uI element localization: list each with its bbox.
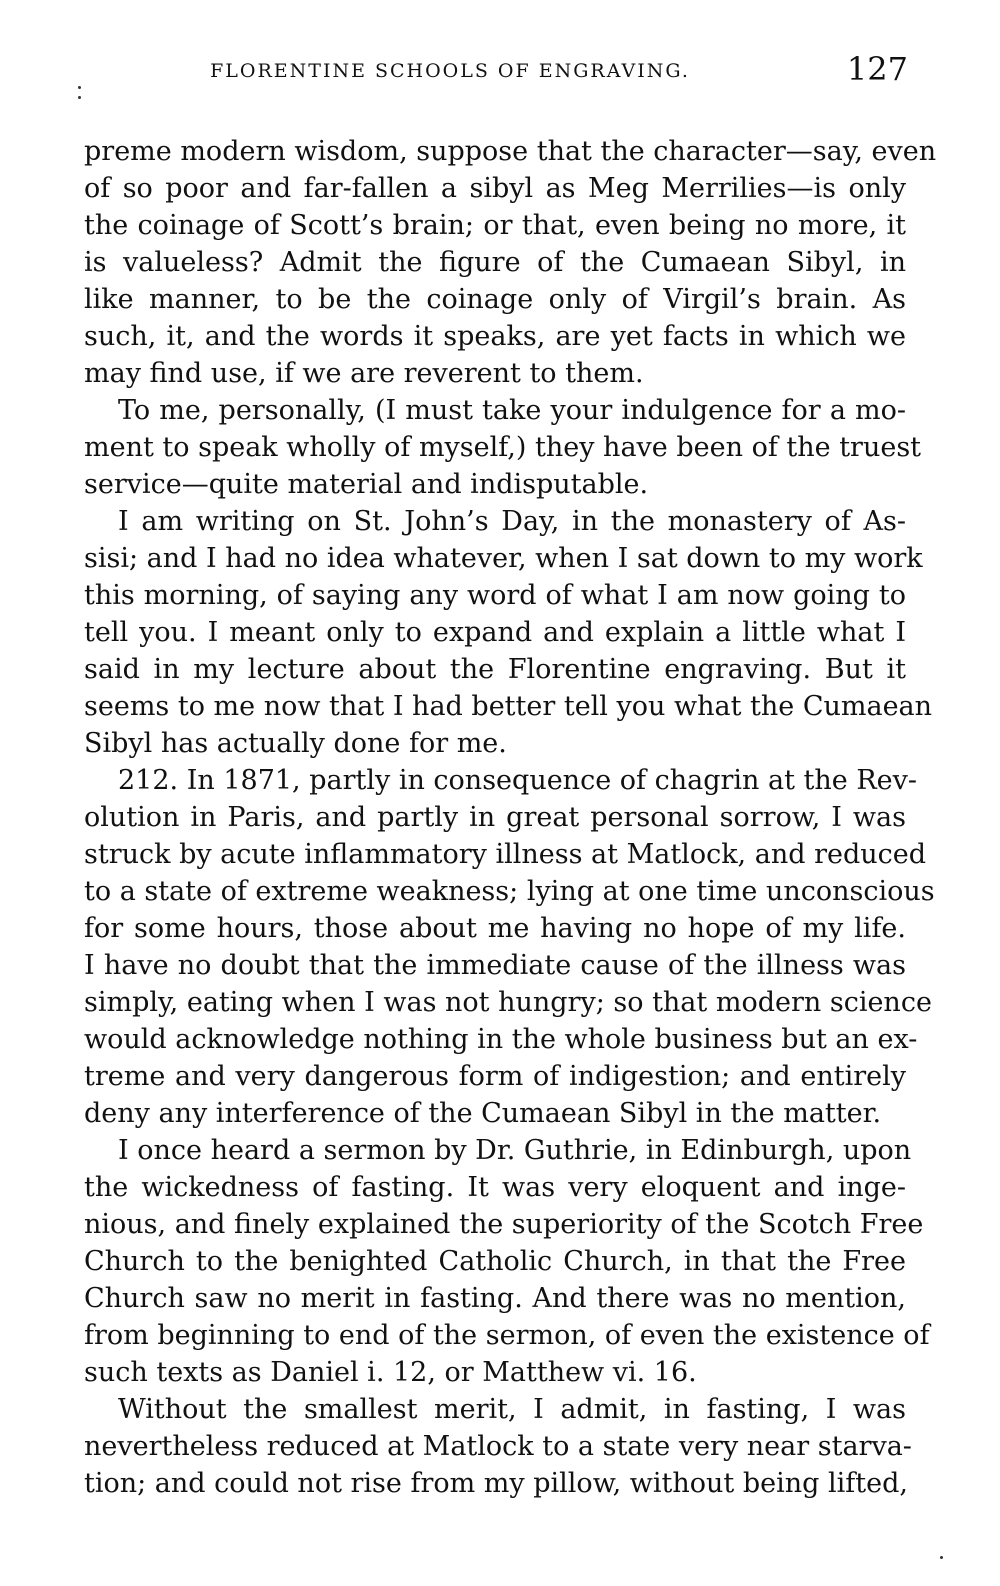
- text-line: treme and very dangerous form of indigestion; and entirely: [84, 1061, 906, 1092]
- text-line: nious, and finely explained the superiority of the Scotch Free: [84, 1209, 924, 1240]
- text-line: To me, personally, (I must take your indulgence for a mo-: [118, 395, 906, 426]
- text-line: I am writing on St. John’s Day, in the monastery of As-: [118, 506, 906, 537]
- text-line: Church to the benighted Catholic Church, in that the Free: [84, 1246, 906, 1277]
- text-line: would acknowledge nothing in the whole business but an ex-: [84, 1024, 918, 1055]
- text-line: is valueless? Admit the figure of the Cumaean Sibyl, in: [84, 247, 906, 278]
- print-speck: [78, 86, 81, 89]
- text-line: to a state of extreme weakness; lying at one time unconscious: [84, 876, 935, 907]
- text-line: nevertheless reduced at Matlock to a state very near starva-: [84, 1431, 912, 1462]
- text-line: I once heard a sermon by Dr. Guthrie, in Edinburgh, upon: [118, 1135, 912, 1166]
- text-line: of so poor and far-fallen a sibyl as Meg Merrilies—is only: [84, 173, 906, 204]
- text-line: service—quite material and indisputable.: [84, 469, 649, 500]
- text-line: preme modern wisdom, suppose that the character—say, even: [84, 136, 937, 167]
- print-speck: [940, 1556, 943, 1559]
- text-line: for some hours, those about me having no hope of my life.: [84, 913, 906, 944]
- text-line: like manner, to be the coinage only of Virgil’s brain. As: [84, 284, 906, 315]
- text-line: Without the smallest merit, I admit, in fasting, I was: [118, 1394, 906, 1425]
- text-line: deny any interference of the Cumaean Sibyl in the matter.: [84, 1098, 882, 1129]
- text-line: may find use, if we are reverent to them.: [84, 358, 644, 389]
- text-line: such texts as Daniel i. 12, or Matthew vi. 16.: [84, 1357, 697, 1388]
- text-line: seems to me now that I had better tell you what the Cumaean: [84, 691, 933, 722]
- text-line: this morning, of saying any word of what I am now going to: [84, 580, 906, 611]
- page-number: 127: [846, 50, 908, 88]
- running-head: FLORENTINE SCHOOLS OF ENGRAVING.: [210, 60, 690, 82]
- print-speck: [78, 96, 81, 99]
- text-line: Church saw no merit in fasting. And there was no mention,: [84, 1283, 906, 1314]
- text-line: sisi; and I had no idea whatever, when I sat down to my work: [84, 543, 923, 574]
- text-line: ment to speak wholly of myself,) they have been of the truest: [84, 432, 922, 463]
- text-line: simply, eating when I was not hungry; so that modern science: [84, 987, 932, 1018]
- text-line: the coinage of Scott’s brain; or that, even being no more, it: [84, 210, 906, 241]
- text-line: from beginning to end of the sermon, of even the existence of: [84, 1320, 930, 1351]
- text-line: I have no doubt that the immediate cause of the illness was: [84, 950, 906, 981]
- text-line: said in my lecture about the Florentine engraving. But it: [84, 654, 906, 685]
- text-line: olution in Paris, and partly in great personal sorrow, I was: [84, 802, 906, 833]
- text-line: struck by acute inflammatory illness at Matlock, and reduced: [84, 839, 927, 870]
- text-line: tion; and could not rise from my pillow, without being lifted,: [84, 1468, 908, 1499]
- text-line: Sibyl has actually done for me.: [84, 728, 507, 759]
- text-line: 212. In 1871, partly in consequence of chagrin at the Rev-: [118, 765, 918, 796]
- text-line: the wickedness of fasting. It was very eloquent and inge-: [84, 1172, 906, 1203]
- text-line: tell you. I meant only to expand and explain a little what I: [84, 617, 906, 648]
- text-line: such, it, and the words it speaks, are yet facts in which we: [84, 321, 906, 352]
